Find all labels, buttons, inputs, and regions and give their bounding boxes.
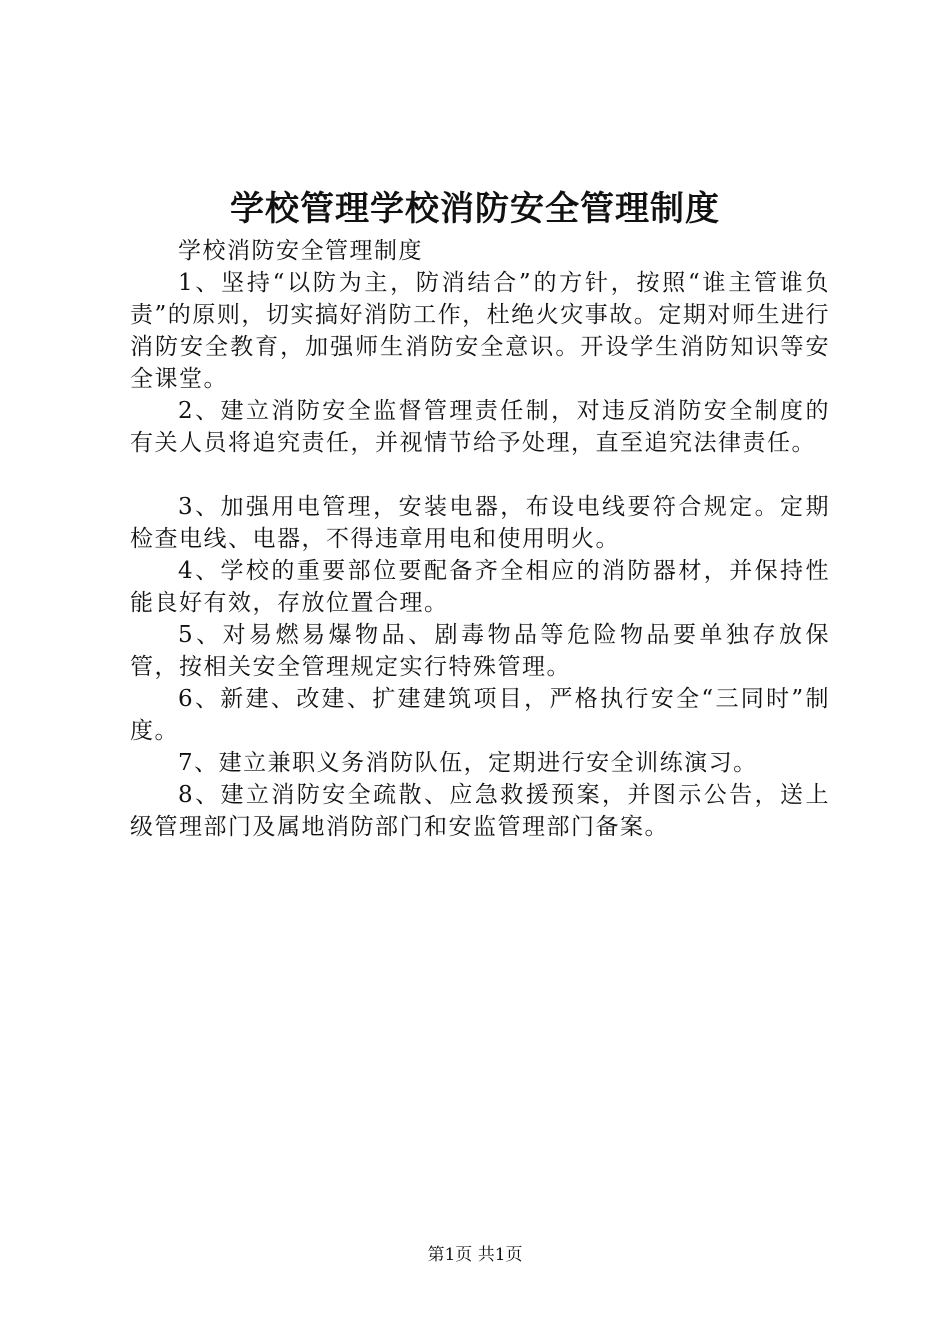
paragraph-item-4: 4、学校的重要部位要配备齐全相应的消防器材，并保持性能良好有效，存放位置合理。 bbox=[130, 558, 830, 616]
paragraph-item-5: 5、对易燃易爆物品、剧毒物品等危险物品要单独存放保管，按相关安全管理规定实行特殊管理。 bbox=[130, 622, 830, 680]
paragraph-item-1: 1、坚持“以防为主，防消结合”的方针，按照“谁主管谁负责”的原则，切实搞好消防工作，杜绝火灾事故。定期对师生进行消防安全教育，加强师生消防安全意识。开设学生消防知识等安全课堂。 bbox=[130, 270, 830, 392]
paragraph-item-8: 8、建立消防安全疏散、应急救援预案，并图示公告，送上级管理部门及属地消防部门和安监管理部门备案。 bbox=[130, 782, 830, 840]
page-footer: 第1页 共1页 bbox=[427, 1245, 523, 1265]
document-body bbox=[130, 235, 830, 843]
paragraph-item-3: 3、加强用电管理，安装电器，布设电线要符合规定。定期检查电线、电器，不得违章用电和使用明火。 bbox=[130, 494, 830, 552]
paragraph-item-2: 2、建立消防安全监督管理责任制，对违反消防安全制度的有关人员将追究责任，并视情节给予处理，直至追究法律责任。 bbox=[130, 398, 830, 456]
page-title: 学校管理学校消防安全管理制度 bbox=[230, 189, 720, 229]
paragraph-heading: 学校消防安全管理制度 bbox=[178, 238, 423, 264]
paragraph-item-7: 7、建立兼职义务消防队伍，定期进行安全训练演习。 bbox=[178, 750, 758, 776]
paragraph-item-6: 6、新建、改建、扩建建筑项目，严格执行安全“三同时”制度。 bbox=[130, 686, 830, 744]
